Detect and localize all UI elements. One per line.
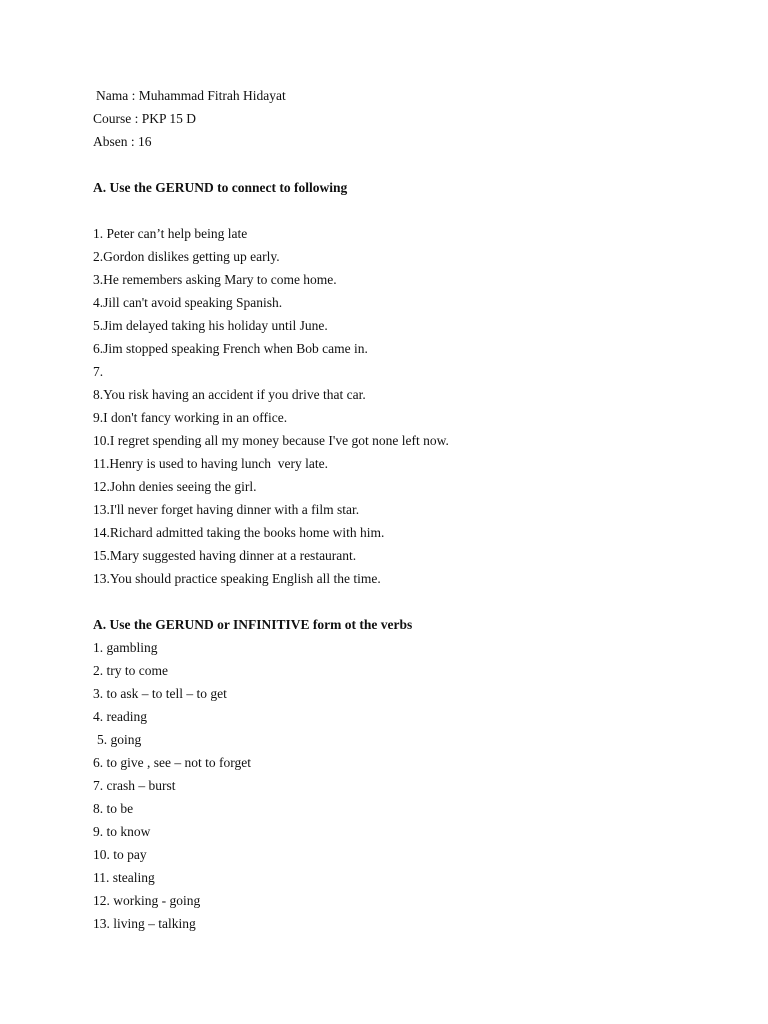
list-item: 13. living – talking bbox=[93, 916, 196, 931]
document-content bbox=[93, 84, 713, 935]
list-item: 3.He remembers asking Mary to come home. bbox=[93, 272, 337, 287]
list-item: 7. crash – burst bbox=[93, 778, 176, 793]
student-name: Nama : Muhammad Fitrah Hidayat bbox=[96, 88, 286, 103]
section-b-list bbox=[93, 636, 713, 935]
list-item: 6.Jim stopped speaking French when Bob came in. bbox=[93, 341, 368, 356]
absen-info: Absen : 16 bbox=[93, 134, 152, 149]
spacer bbox=[93, 199, 713, 222]
list-item: 4. reading bbox=[93, 709, 147, 724]
spacer bbox=[93, 153, 713, 176]
list-item: 14.Richard admitted taking the books home with him. bbox=[93, 525, 385, 540]
list-item: 9. to know bbox=[93, 824, 151, 839]
list-item: 10. to pay bbox=[93, 847, 147, 862]
section-a-title: A. Use the GERUND to connect to following bbox=[93, 180, 348, 195]
list-item: 11.Henry is used to having lunch very late. bbox=[93, 456, 328, 471]
list-item: 10.I regret spending all my money because I've got none left now. bbox=[93, 433, 449, 448]
list-item: 2. try to come bbox=[93, 663, 168, 678]
section-b-title: A. Use the GERUND or INFINITIVE form ot the verbs bbox=[93, 617, 413, 632]
course-info: Course : PKP 15 D bbox=[93, 111, 197, 126]
list-item: 2.Gordon dislikes getting up early. bbox=[93, 249, 280, 264]
list-item: 5. going bbox=[97, 732, 142, 747]
list-item: 9.I don't fancy working in an office. bbox=[93, 410, 288, 425]
list-item: 4.Jill can't avoid speaking Spanish. bbox=[93, 295, 283, 310]
list-item: 8.You risk having an accident if you drive that car. bbox=[93, 387, 366, 402]
list-item: 3. to ask – to tell – to get bbox=[93, 686, 227, 701]
list-item: 13.I'll never forget having dinner with a film star. bbox=[93, 502, 360, 517]
list-item: 11. stealing bbox=[93, 870, 155, 885]
list-item: 15.Mary suggested having dinner at a restaurant. bbox=[93, 548, 357, 563]
list-item: 7. bbox=[93, 364, 104, 379]
list-item: 5.Jim delayed taking his holiday until June. bbox=[93, 318, 328, 333]
list-item: 12. working - going bbox=[93, 893, 201, 908]
list-item: 6. to give , see – not to forget bbox=[93, 755, 251, 770]
section-a-list bbox=[93, 222, 713, 590]
list-item: 8. to be bbox=[93, 801, 134, 816]
list-item: 1. Peter can’t help being late bbox=[93, 226, 248, 241]
list-item: 1. gambling bbox=[93, 640, 158, 655]
list-item: 13.You should practice speaking English all the time. bbox=[93, 571, 381, 586]
spacer bbox=[93, 590, 713, 613]
list-item: 12.John denies seeing the girl. bbox=[93, 479, 257, 494]
